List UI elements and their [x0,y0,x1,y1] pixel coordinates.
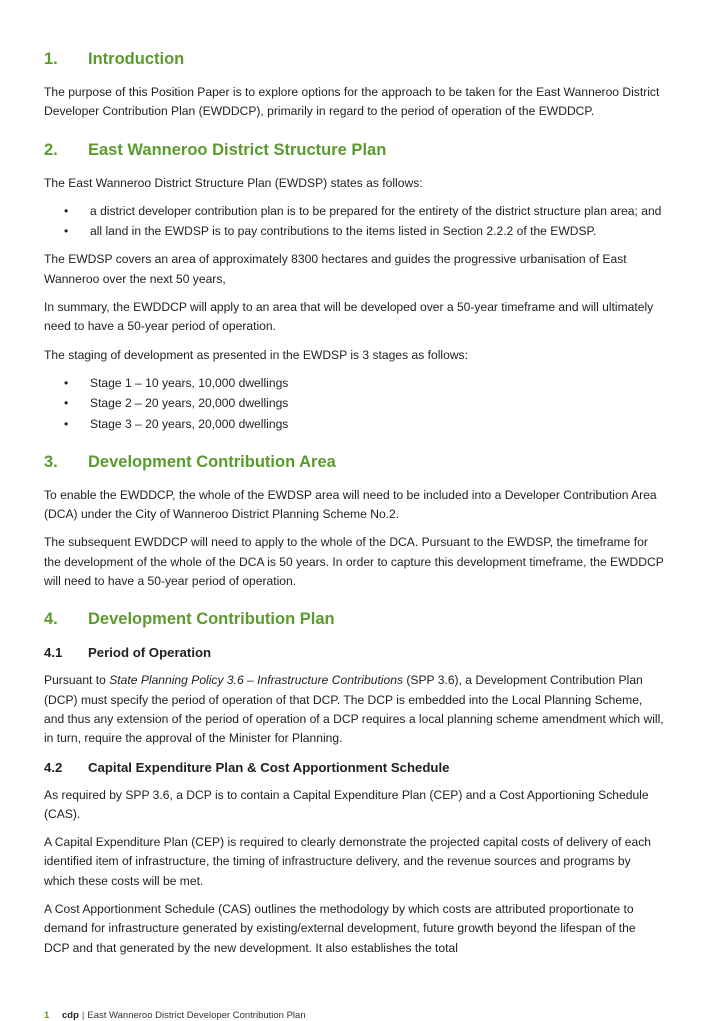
section-1-heading [44,48,664,70]
page-footer [44,1010,306,1021]
paragraph: The staging of development as presented in the EWDSP is 3 stages as follows: [44,347,468,362]
subsection-number: 4.1 [44,645,63,661]
section-number: 2. [44,140,58,159]
paragraph: As required by SPP 3.6, a DCP is to contain a Capital Expenditure Plan (CEP) and a Cost Apportioning Schedule (CAS). [44,787,649,821]
list-item-text: Stage 2 – 20 years, 20,000 dwellings [90,396,289,411]
bullet-list [44,202,664,242]
list-item [44,415,664,434]
list-item [44,374,664,393]
policy-reference: State Planning Policy 3.6 – Infrastructure Contributions [109,673,403,688]
paragraph: The EWDSP covers an area of approximately 8300 hectares and guides the progressive urbanisation of East Wanneroo over the next 50 years, [44,252,627,286]
subsection-4-2-heading [44,758,664,777]
list-item-text: all land in the EWDSP is to pay contributions to the items listed in Section 2.2.2 of the EWDSP. [90,224,597,239]
list-item-text: Stage 1 – 10 years, 10,000 dwellings [90,375,289,390]
section-number: 4. [44,610,58,629]
section-4-heading [44,608,664,630]
stages-list [44,374,664,434]
paragraph-text: (SPP 3.6), a Development Contribution Plan (DCP) must specify the period of operation of that DCP. The DCP is embedded into the Local Planning Scheme, and thus any extension of the period of operation of a DCP requires a local planning scheme amendment which will, in turn, require the approval of the Minister for Planning. [44,673,664,746]
section-title: Development Contribution Area [88,452,336,471]
paragraph: In summary, the EWDDCP will apply to an area that will be developed over a 50-year timeframe and will ultimately need to have a 50-year period of operation. [44,300,654,334]
list-item-text: Stage 3 – 20 years, 20,000 dwellings [90,416,289,431]
bullet-icon: • [64,375,69,390]
paragraph [44,671,664,748]
subsection-4-1-heading [44,643,664,662]
section-number: 3. [44,452,58,471]
paragraph-text: Pursuant to [44,673,110,688]
list-item [44,202,664,221]
subsection-number: 4.2 [44,759,63,775]
bullet-icon: • [64,396,69,411]
section-2-heading [44,139,664,161]
section-3-heading [44,451,664,473]
subsection-title: Capital Expenditure Plan & Cost Apportionment Schedule [88,759,450,775]
list-item-text: a district developer contribution plan is to be prepared for the entirety of the district structure plan area; and [90,203,662,218]
section-title: Introduction [88,50,185,68]
document-title: East Wanneroo District Developer Contribution Plan [87,1010,306,1021]
paragraph: A Capital Expenditure Plan (CEP) is required to clearly demonstrate the projected capital costs of delivery of each identified item of infrastructure, the timing of infrastructure delivery, and the revenue sources and programs by which these costs will be met. [44,835,652,888]
bullet-icon: • [64,224,69,239]
list-item [44,222,664,241]
section-title: Development Contribution Plan [88,610,335,629]
bullet-icon: • [64,203,69,218]
page-number: 1 [44,1010,50,1021]
paragraph: The subsequent EWDDCP will need to apply to the whole of the DCA. Pursuant to the EWDSP, the timeframe for the development of the whole of the DCA is 50 years. In order to capture this development timeframe, the EWDDCP will need to have a 50-year period of operation. [44,535,664,589]
bullet-icon: • [64,416,69,431]
list-item [44,394,664,413]
subsection-title: Period of Operation [88,645,212,661]
paragraph: The purpose of this Position Paper is to explore options for the approach to be taken for the East Wanneroo District Developer Contribution Plan (EWDDCP), primarily in regard to the period of operation of the EWDDCP. [44,85,660,119]
section-title: East Wanneroo District Structure Plan [88,140,387,159]
brand-logo: cdp [62,1010,79,1021]
footer-separator: | [81,1010,85,1021]
section-number: 1. [44,50,58,68]
document-page [44,48,664,967]
paragraph: To enable the EWDDCP, the whole of the EWDSP area will need to be included into a Developer Contribution Area (DCA) under the City of Wanneroo District Planning Scheme No.2. [44,487,657,522]
paragraph: The East Wanneroo District Structure Plan (EWDSP) states as follows: [44,175,423,190]
paragraph: A Cost Apportionment Schedule (CAS) outlines the methodology by which costs are attributed proportionate to demand for infrastructure generated by existing/external development, future growth beyond the lifespan of the DCP and that generated by the new development. It also establishes the total [44,902,636,955]
